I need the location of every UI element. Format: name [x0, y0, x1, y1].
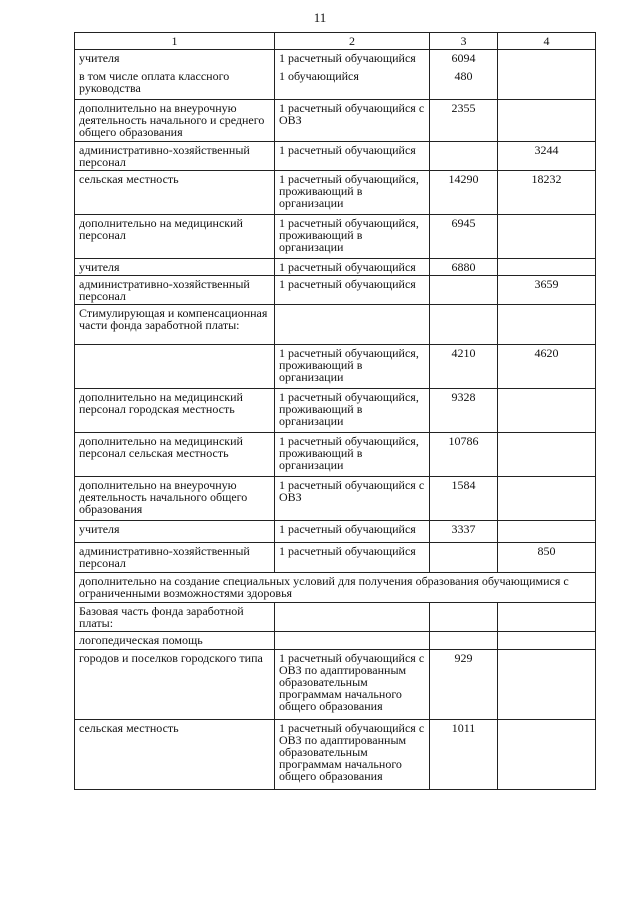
table-row: [75, 477, 596, 521]
row-value-main: 6094: [451, 51, 476, 65]
table-full-row: [75, 573, 596, 603]
row-label: административно-хозяйственный персонал: [75, 276, 275, 305]
row-label-sub: в том числе оплата классного руководства: [79, 69, 230, 95]
table-row: [75, 433, 596, 477]
row-value-3: 10786: [430, 433, 498, 477]
row-unit: 1 расчетный обучающийся: [275, 259, 430, 276]
row-value-sub: 480: [454, 69, 473, 83]
row-value-4: [498, 477, 596, 521]
row-value-3: [430, 543, 498, 573]
row-unit: [275, 632, 430, 650]
row-unit: 1 расчетный обучающийся с ОВЗ по адаптированным образовательным программам начального общего образования: [275, 650, 430, 720]
row-unit: 1 расчетный обучающийся с ОВЗ: [275, 477, 430, 521]
row-label: логопедическая помощь: [75, 632, 275, 650]
table-row: [75, 171, 596, 215]
row-label-main: учителя: [79, 51, 120, 65]
table-header-row: [75, 33, 596, 50]
row-unit: 1 расчетный обучающийся, проживающий в организации: [275, 433, 430, 477]
page-number: 11: [313, 10, 327, 25]
row-value-3: 9328: [430, 389, 498, 433]
row-value-3: [430, 50, 498, 100]
row-unit-main: 1 расчетный обучающийся: [279, 51, 416, 65]
table-row: [75, 521, 596, 543]
row-value-4: 850: [498, 543, 596, 573]
table-row: [75, 543, 596, 573]
row-label: дополнительно на медицинский персонал сельская местность: [75, 433, 275, 477]
row-value-3: 4210: [430, 345, 498, 389]
row-label: сельская местность: [75, 720, 275, 790]
header-cell: 4: [498, 33, 596, 50]
table-row: [75, 215, 596, 259]
table-row: [75, 603, 596, 632]
row-unit-sub: 1 обучающийся: [279, 69, 359, 83]
table-row: [75, 389, 596, 433]
row-label: учителя: [75, 259, 275, 276]
table-row: [75, 50, 596, 100]
row-value-4: 3244: [498, 142, 596, 171]
row-value-3: [430, 305, 498, 345]
row-label: административно-хозяйственный персонал: [75, 142, 275, 171]
table-row: [75, 632, 596, 650]
row-label: дополнительно на внеурочную деятельность начального и среднего общего образования: [75, 100, 275, 142]
row-value-3: 2355: [430, 100, 498, 142]
table-row: [75, 100, 596, 142]
row-unit: 1 расчетный обучающийся с ОВЗ: [275, 100, 430, 142]
row-unit: 1 расчетный обучающийся, проживающий в организации: [275, 171, 430, 215]
row-value-4: [498, 215, 596, 259]
row-value-4: [498, 603, 596, 632]
row-value-4: [498, 305, 596, 345]
row-label: сельская местность: [75, 171, 275, 215]
row-unit: 1 расчетный обучающийся: [275, 521, 430, 543]
table-row: [75, 650, 596, 720]
row-value-4: 4620: [498, 345, 596, 389]
row-value-4: 18232: [498, 171, 596, 215]
row-value-3: [430, 142, 498, 171]
table-row: [75, 720, 596, 790]
row-label: дополнительно на медицинский персонал: [75, 215, 275, 259]
table-row: [75, 142, 596, 171]
row-value-4: [498, 650, 596, 720]
row-value-3: [430, 276, 498, 305]
row-value-4: [498, 632, 596, 650]
row-value-4: [498, 720, 596, 790]
header-cell: 2: [275, 33, 430, 50]
row-value-4: [498, 100, 596, 142]
row-unit: 1 расчетный обучающийся, проживающий в организации: [275, 389, 430, 433]
row-value-4: 3659: [498, 276, 596, 305]
row-value-3: [430, 603, 498, 632]
header-cell: 3: [430, 33, 498, 50]
row-value-3: 3337: [430, 521, 498, 543]
row-value-3: 6880: [430, 259, 498, 276]
row-value-3: 1584: [430, 477, 498, 521]
table-row: [75, 259, 596, 276]
section-heading: дополнительно на создание специальных условий для получения образования обучающимися с ограниченными возможностями здоровья: [75, 573, 596, 603]
row-value-3: 929: [430, 650, 498, 720]
table-row: [75, 345, 596, 389]
header-cell: 1: [75, 33, 275, 50]
row-label: городов и поселков городского типа: [75, 650, 275, 720]
row-unit: [275, 50, 430, 100]
row-unit: [275, 305, 430, 345]
row-unit: 1 расчетный обучающийся: [275, 543, 430, 573]
row-value-4: [498, 389, 596, 433]
table-row: [75, 305, 596, 345]
row-unit: 1 расчетный обучающийся: [275, 142, 430, 171]
row-label: административно-хозяйственный персонал: [75, 543, 275, 573]
row-label: учителя: [75, 521, 275, 543]
row-label: [75, 345, 275, 389]
row-label: Стимулирующая и компенсационная части фонда заработной платы:: [75, 305, 275, 345]
row-value-3: 1011: [430, 720, 498, 790]
row-value-4: [498, 259, 596, 276]
row-unit: [275, 603, 430, 632]
row-value-4: [498, 50, 596, 100]
funding-table: [74, 32, 596, 790]
table-row: [75, 276, 596, 305]
row-label: дополнительно на внеурочную деятельность начального общего образования: [75, 477, 275, 521]
row-label: Базовая часть фонда заработной платы:: [75, 603, 275, 632]
row-unit: 1 расчетный обучающийся: [275, 276, 430, 305]
row-value-4: [498, 521, 596, 543]
row-unit: 1 расчетный обучающийся с ОВЗ по адаптированным образовательным программам начального общего образования: [275, 720, 430, 790]
row-label: дополнительно на медицинский персонал городская местность: [75, 389, 275, 433]
row-value-4: [498, 433, 596, 477]
row-unit: 1 расчетный обучающийся, проживающий в организации: [275, 345, 430, 389]
row-value-3: 6945: [430, 215, 498, 259]
row-value-3: [430, 632, 498, 650]
row-unit: 1 расчетный обучающийся, проживающий в организации: [275, 215, 430, 259]
row-label: [75, 50, 275, 100]
row-value-3: 14290: [430, 171, 498, 215]
